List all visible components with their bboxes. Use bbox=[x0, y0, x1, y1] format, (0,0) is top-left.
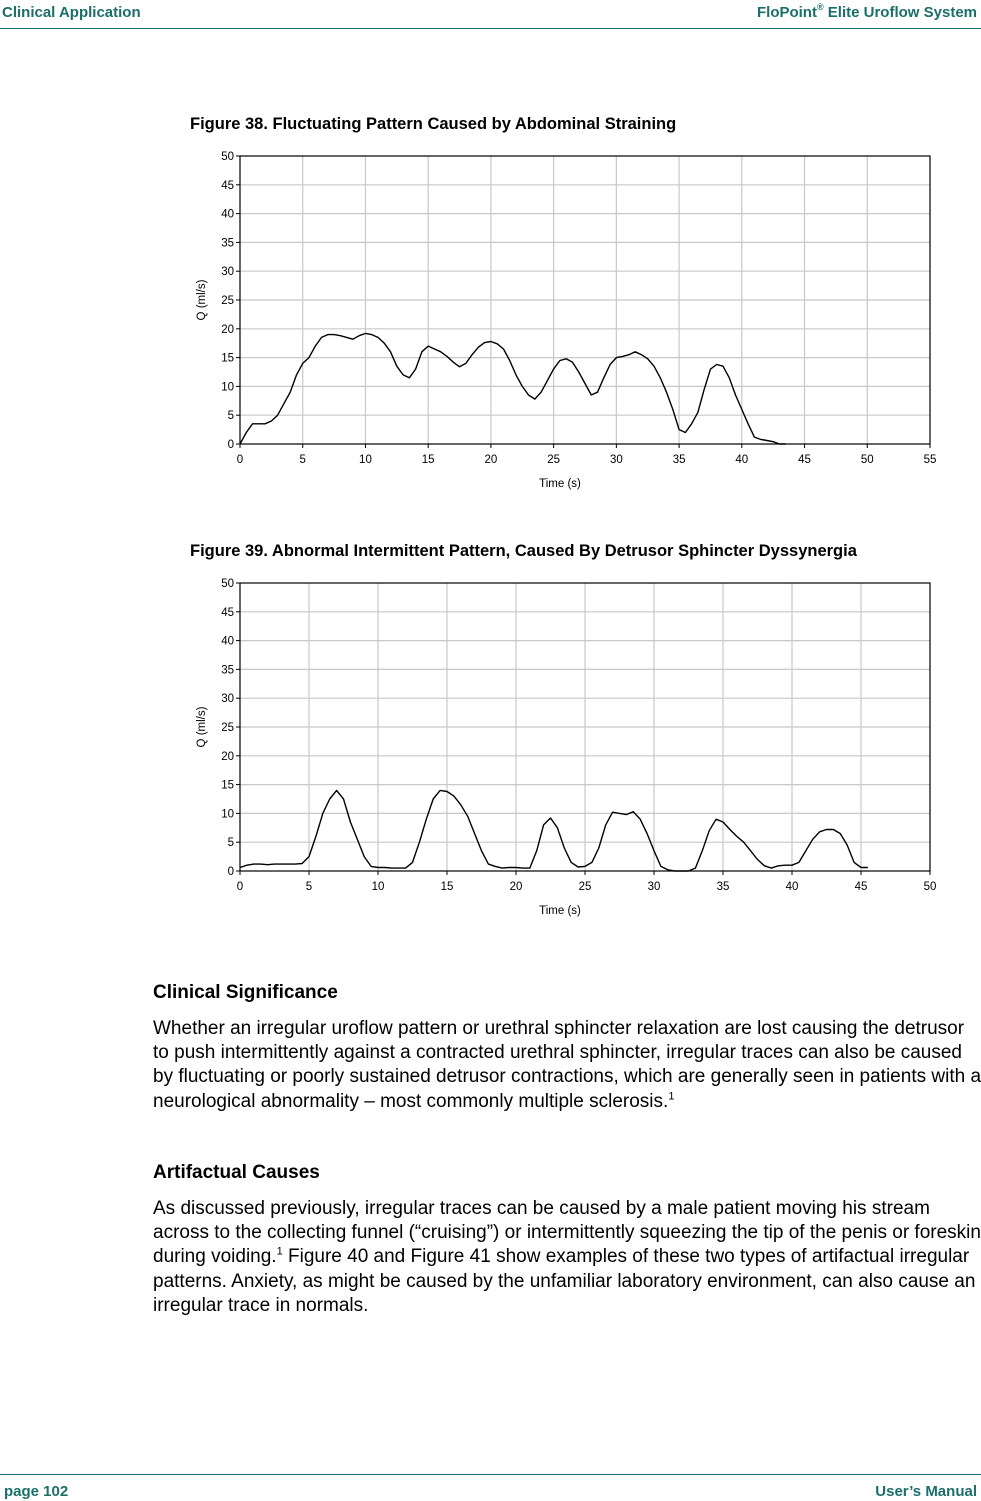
y-tick-label: 25 bbox=[221, 722, 234, 734]
x-tick-label: 5 bbox=[299, 454, 306, 466]
x-tick-label: 35 bbox=[716, 881, 730, 893]
x-tick-label: 45 bbox=[854, 881, 868, 893]
y-tick-label: 10 bbox=[221, 381, 234, 394]
x-axis-label: Time (s) bbox=[539, 478, 581, 490]
artifactual-causes-paragraph bbox=[153, 1197, 981, 1318]
clinical-significance-paragraph bbox=[153, 1017, 981, 1114]
header-section-title: Clinical Application bbox=[2, 4, 141, 21]
x-tick-label: 10 bbox=[371, 881, 385, 893]
y-tick-label: 10 bbox=[221, 808, 234, 821]
figure-38-chart bbox=[190, 145, 950, 495]
artifactual-causes-text-b: Figure 40 and Figure 41 show examples of these two types of artifactual irregular patterns. Anxiety, as might be caused by the unfamiliar laboratory environment, can also cause an irregular trace in normals. bbox=[153, 1246, 976, 1316]
x-tick-label: 5 bbox=[305, 881, 313, 893]
x-tick-label: 25 bbox=[578, 881, 592, 893]
x-tick-label: 55 bbox=[923, 454, 937, 466]
artifactual-causes-heading: Artifactual Causes bbox=[153, 1162, 320, 1183]
reference-superscript: 1 bbox=[668, 1090, 675, 1103]
x-tick-label: 25 bbox=[547, 454, 561, 466]
x-tick-label: 45 bbox=[798, 454, 811, 466]
y-axis-label: Q (ml/s) bbox=[196, 706, 208, 748]
x-axis-label: Time (s) bbox=[539, 905, 581, 917]
figure-39-chart bbox=[190, 572, 950, 922]
y-tick-label: 0 bbox=[227, 866, 234, 878]
x-tick-label: 35 bbox=[672, 454, 686, 466]
y-axis-label: Q (ml/s) bbox=[196, 279, 208, 321]
x-tick-label: 40 bbox=[735, 454, 749, 466]
figure-39-caption: Figure 39. Abnormal Intermittent Pattern, Caused By Detrusor Sphincter Dyssynergia bbox=[190, 542, 857, 560]
x-tick-label: 0 bbox=[236, 454, 244, 466]
y-tick-label: 15 bbox=[221, 779, 234, 792]
y-tick-label: 25 bbox=[221, 295, 234, 307]
x-tick-label: 0 bbox=[236, 881, 244, 893]
y-tick-label: 20 bbox=[221, 323, 234, 336]
y-tick-label: 45 bbox=[221, 179, 234, 192]
y-tick-label: 20 bbox=[221, 750, 234, 763]
artifactual-causes-text-a: As discussed previously, irregular traces can be caused by a male patient moving his stream across to the collecting funnel (“cruising”) or intermittently squeezing the tip of the penis or foreskin during voiding. bbox=[153, 1198, 981, 1268]
footer-rule bbox=[0, 1474, 981, 1475]
y-tick-label: 5 bbox=[227, 410, 234, 423]
y-tick-label: 50 bbox=[221, 151, 234, 163]
x-tick-label: 15 bbox=[421, 454, 435, 466]
x-tick-label: 50 bbox=[923, 881, 937, 893]
reference-superscript: 1 bbox=[276, 1246, 283, 1259]
x-tick-label: 15 bbox=[440, 881, 454, 893]
y-tick-label: 50 bbox=[221, 578, 234, 590]
y-tick-label: 45 bbox=[221, 606, 234, 619]
manual-title: User’s Manual bbox=[875, 1483, 977, 1500]
y-tick-label: 30 bbox=[221, 266, 234, 279]
figure-38-caption: Figure 38. Fluctuating Pattern Caused by Abdominal Straining bbox=[190, 115, 677, 133]
y-tick-label: 30 bbox=[221, 693, 234, 706]
x-tick-label: 30 bbox=[609, 454, 623, 466]
header-product-title bbox=[757, 4, 977, 21]
y-tick-label: 35 bbox=[221, 237, 234, 250]
y-tick-label: 0 bbox=[227, 439, 234, 451]
header-rule bbox=[0, 28, 981, 29]
y-tick-label: 40 bbox=[221, 208, 234, 221]
clinical-significance-heading: Clinical Significance bbox=[153, 982, 338, 1003]
y-tick-label: 15 bbox=[221, 352, 234, 365]
x-tick-label: 20 bbox=[509, 881, 523, 893]
product-brand: FloPoint bbox=[756, 4, 817, 21]
y-tick-label: 5 bbox=[227, 837, 234, 850]
x-tick-label: 10 bbox=[359, 454, 372, 466]
x-tick-label: 50 bbox=[860, 454, 874, 466]
x-tick-label: 40 bbox=[785, 881, 799, 893]
clinical-significance-text: Whether an irregular uroflow pattern or urethral sphincter relaxation are lost causing the detrusor to push intermittently against a contracted urethral sphincter, irregular traces can also be caused by fluctuating or poorly sustained detrusor contractions, which are generally seen in patients with a neurological abnormality – most commonly multiple sclerosis. bbox=[153, 1018, 981, 1112]
registered-mark: ® bbox=[816, 2, 824, 12]
y-tick-label: 40 bbox=[221, 635, 234, 648]
x-tick-label: 20 bbox=[484, 454, 498, 466]
page-number: page 102 bbox=[4, 1483, 69, 1500]
y-tick-label: 35 bbox=[221, 664, 234, 677]
x-tick-label: 30 bbox=[647, 881, 661, 893]
product-name-rest: Elite Uroflow System bbox=[823, 4, 977, 21]
